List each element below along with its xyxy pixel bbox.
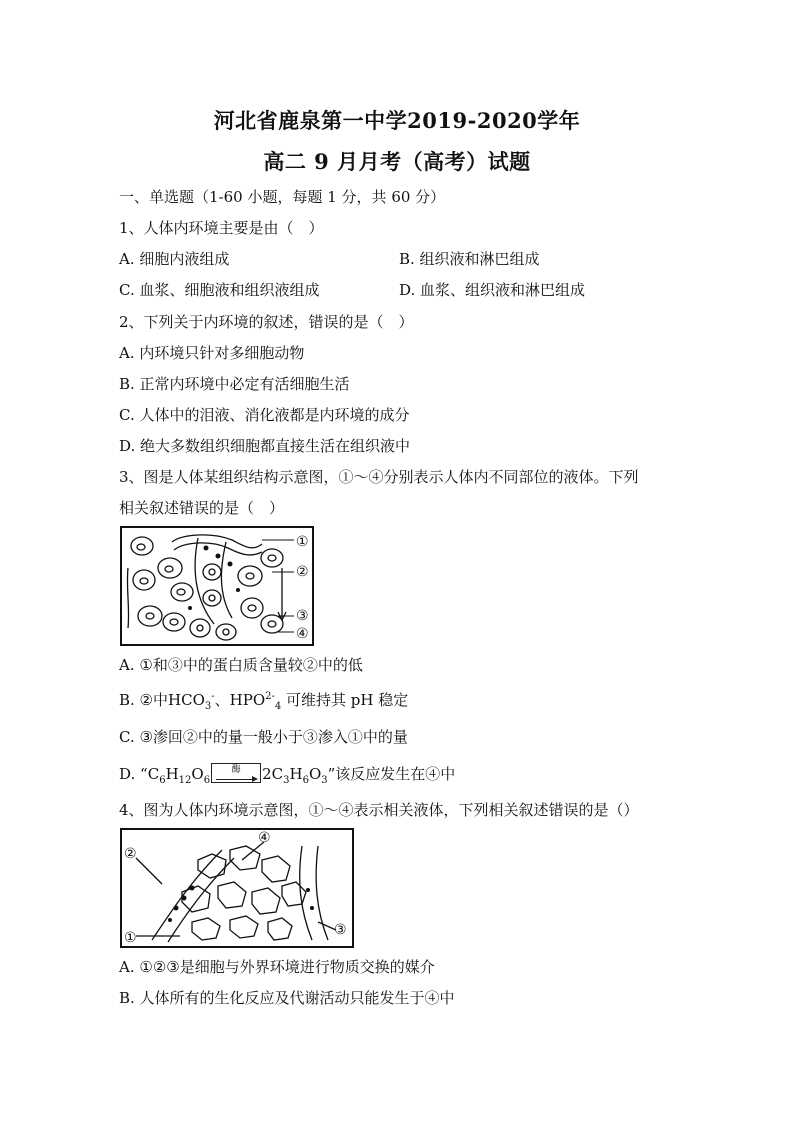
product-o-subscript: 3 bbox=[321, 775, 328, 786]
figure2-label-3: ③ bbox=[334, 922, 347, 938]
question-3-stem-line1: 3、图是人体某组织结构示意图，①～④分别表示人体内不同部位的液体。下列 bbox=[119, 468, 639, 486]
figure1-label-1: ① bbox=[296, 534, 309, 550]
exam-title: 河北省鹿泉第一中学2019-2020学年 bbox=[213, 108, 581, 133]
question-3-option-b bbox=[119, 689, 408, 712]
question-3-option-c: C. ③渗回②中的量一般小于③渗入①中的量 bbox=[119, 728, 408, 746]
product-c-subscript: 3 bbox=[283, 775, 290, 786]
question-3-option-a: A. ①和③中的蛋白质含量较②中的低 bbox=[119, 656, 363, 674]
question-2-option-b: B. 正常内环境中必定有活细胞生活 bbox=[119, 375, 350, 393]
option-d-suffix: ”该反应发生在④中 bbox=[327, 765, 456, 783]
question-3-stem-line2: 相关叙述错误的是（ ） bbox=[119, 499, 285, 517]
question-1-option-b: B. 组织液和淋巴组成 bbox=[399, 250, 540, 268]
question-2-option-a: A. 内环境只针对多细胞动物 bbox=[119, 344, 305, 362]
tissue-structure-figure bbox=[120, 526, 314, 646]
enzyme-label: 酶 bbox=[231, 765, 241, 775]
enzyme-reaction-arrow bbox=[211, 763, 261, 783]
hpo4-subscript: 4 bbox=[274, 701, 282, 712]
figure1-label-3: ③ bbox=[296, 608, 309, 624]
option-b-suffix: 可维持其 pH 稳定 bbox=[281, 691, 409, 709]
question-2-option-d: D. 绝大多数组织细胞都直接生活在组织液中 bbox=[119, 437, 411, 455]
figure2-label-4: ④ bbox=[258, 830, 271, 846]
question-1-option-c: C. 血浆、细胞液和组织液组成 bbox=[119, 281, 320, 299]
hpo4-charge: 2- bbox=[265, 691, 275, 702]
question-1-option-d: D. 血浆、组织液和淋巴组成 bbox=[399, 281, 586, 299]
product-o-symbol: O bbox=[308, 765, 322, 783]
exam-subtitle: 高二 9 月月考（高考）试题 bbox=[263, 149, 531, 174]
question-2-stem: 2、下列关于内环境的叙述，错误的是（ ） bbox=[119, 313, 414, 331]
hco3-charge: - bbox=[211, 691, 215, 702]
figure1-label-2: ② bbox=[296, 564, 309, 580]
option-d-prefix: D. “C bbox=[119, 765, 160, 783]
question-1-stem: 1、人体内环境主要是由（ ） bbox=[119, 219, 324, 237]
question-4-option-a: A. ①②③是细胞与外界环境进行物质交换的媒介 bbox=[119, 958, 435, 976]
tissue-diagram-svg bbox=[122, 528, 312, 644]
o-subscript: 6 bbox=[203, 775, 211, 786]
question-3-option-d bbox=[119, 763, 455, 786]
product-h-subscript: 6 bbox=[302, 775, 309, 786]
figure2-label-2: ② bbox=[124, 846, 137, 862]
product-h-symbol: H bbox=[289, 765, 303, 783]
figure2-label-1: ① bbox=[124, 930, 137, 946]
question-4-option-b: B. 人体所有的生化反应及代谢活动只能发生于④中 bbox=[119, 989, 455, 1007]
option-b-mid: 、HPO bbox=[214, 691, 266, 709]
internal-environment-svg bbox=[122, 830, 352, 946]
question-1-option-a: A. 细胞内液组成 bbox=[119, 250, 230, 268]
figure1-label-4: ④ bbox=[296, 626, 309, 642]
hco3-subscript: 3 bbox=[204, 701, 212, 712]
question-4-stem: 4、图为人体内环境示意图，①～④表示相关液体，下列相关叙述错误的是（） bbox=[119, 801, 639, 819]
product-prefix: 2C bbox=[262, 765, 284, 783]
question-2-option-c: C. 人体中的泪液、消化液都是内环境的成分 bbox=[119, 406, 410, 424]
h-subscript: 12 bbox=[178, 775, 192, 786]
c-subscript: 6 bbox=[159, 775, 166, 786]
h-symbol: H bbox=[165, 765, 179, 783]
internal-environment-figure bbox=[120, 828, 354, 948]
o-symbol: O bbox=[191, 765, 204, 783]
option-b-prefix: B. ②中HCO bbox=[119, 691, 205, 709]
section-heading: 一、单选题（1-60 小题，每题 1 分，共 60 分） bbox=[119, 188, 446, 206]
arrow-icon bbox=[216, 779, 256, 780]
